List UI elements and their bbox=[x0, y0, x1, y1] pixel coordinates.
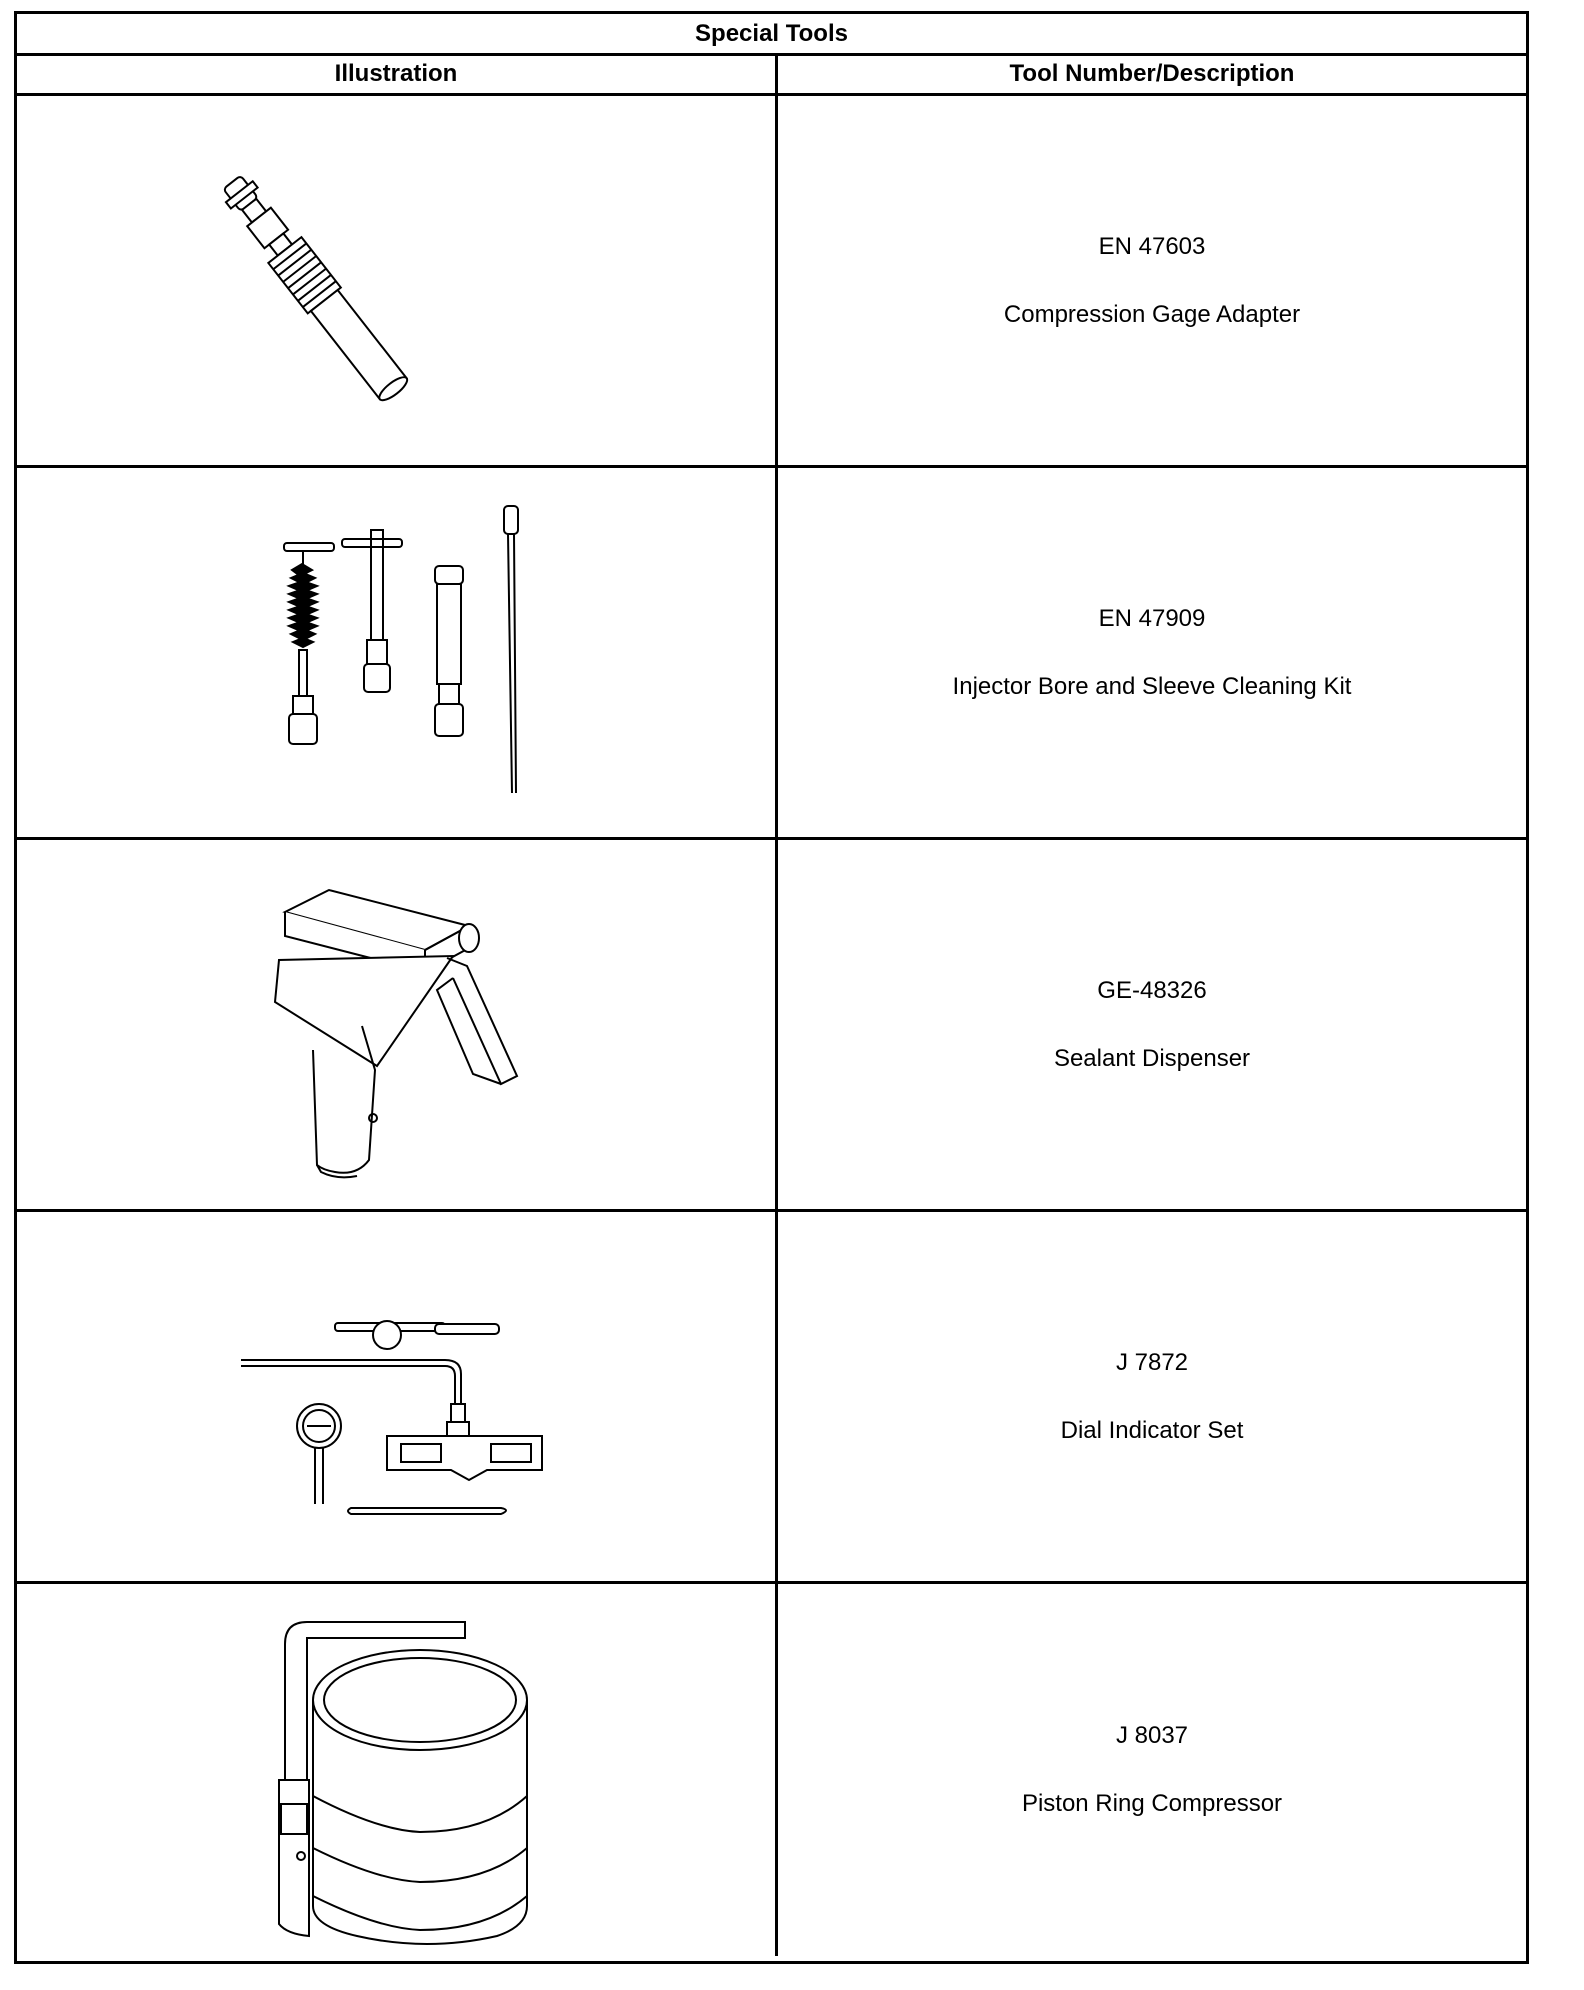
special-tools-table bbox=[14, 11, 1529, 1964]
table-header-row bbox=[17, 54, 1526, 96]
table-body bbox=[17, 96, 1526, 1961]
description-cell bbox=[778, 1212, 1526, 1581]
illustration-cell bbox=[17, 1212, 778, 1581]
table-title: Special Tools bbox=[17, 14, 1526, 56]
illustration-cell bbox=[17, 96, 778, 465]
header-illustration: Illustration bbox=[17, 54, 778, 93]
description-cell bbox=[778, 1584, 1526, 1956]
table-row bbox=[17, 468, 1526, 840]
tool-number: EN 47909 bbox=[1098, 604, 1206, 632]
illustration-cell bbox=[17, 468, 778, 837]
header-tool-description: Tool Number/Description bbox=[1009, 59, 1295, 87]
cleaning-kit-icon bbox=[17, 468, 775, 840]
description-cell bbox=[778, 840, 1526, 1209]
tool-description: Compression Gage Adapter bbox=[1003, 300, 1301, 328]
illustration-cell bbox=[17, 840, 778, 1209]
compression-gage-adapter-icon bbox=[17, 96, 775, 468]
tool-number: J 8037 bbox=[1115, 1722, 1189, 1749]
tool-number: EN 47603 bbox=[1098, 232, 1206, 260]
description-cell bbox=[778, 468, 1526, 837]
piston-ring-compressor-icon bbox=[17, 1584, 775, 1956]
tool-number: J 7872 bbox=[1115, 1348, 1189, 1376]
sealant-dispenser-icon bbox=[17, 840, 775, 1212]
table-row bbox=[17, 1584, 1526, 1956]
dial-indicator-set-icon bbox=[17, 1212, 775, 1584]
table-row bbox=[17, 840, 1526, 1212]
tool-description: Injector Bore and Sleeve Cleaning Kit bbox=[952, 672, 1352, 700]
tool-description: Sealant Dispenser bbox=[1053, 1044, 1251, 1072]
tool-description: Piston Ring Compressor bbox=[1021, 1790, 1283, 1817]
illustration-cell bbox=[17, 1584, 778, 1956]
table-row bbox=[17, 96, 1526, 468]
tool-number: GE-48326 bbox=[1097, 976, 1207, 1004]
description-cell bbox=[778, 96, 1526, 465]
table-row bbox=[17, 1212, 1526, 1584]
tool-description: Dial Indicator Set bbox=[1060, 1416, 1244, 1444]
